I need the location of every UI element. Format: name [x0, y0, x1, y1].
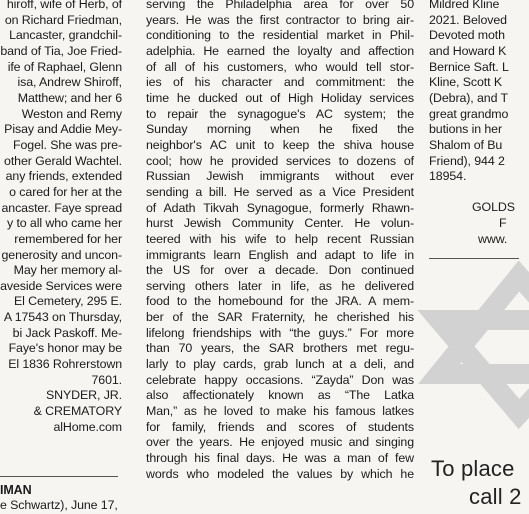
body-text-line: of all of his customers, who would tell stor-	[146, 59, 414, 74]
left-text-line: remembered for her	[14, 231, 122, 246]
left-text-line: SNYDER, JR.	[45, 388, 122, 403]
left-text-line: El Cemetery, 295 E.	[13, 294, 122, 309]
body-text-line: ies of his character and commitment: the	[146, 75, 414, 90]
middle-obituary-text	[146, 0, 414, 482]
body-text-line: ber of the SAR Fraternity, he cherished his	[146, 310, 414, 325]
body-text-line: Russian Jewish immigrants without ever	[146, 169, 414, 184]
ad-divider	[429, 258, 519, 259]
right-text-line: Friend), 944 2	[429, 153, 505, 168]
right-text-line: Kline, Scott K	[429, 75, 502, 90]
body-text-line: cool; how he provided services to dozens of	[146, 153, 414, 168]
body-text-line: serving others later in life, as he delivered	[146, 278, 414, 293]
body-text-line: adelphia. He earned the loyalty and affection	[146, 43, 414, 58]
funeral-home-line: F	[499, 216, 507, 230]
right-text-line: butions in her	[429, 122, 502, 137]
body-text-line: through his final days. He was a man of few	[146, 451, 414, 466]
body-text-line: words who modeled the values by which he	[146, 466, 414, 481]
right-text-line: 18954.	[429, 169, 467, 184]
body-text-line: neighbor's AC unit to keep the shiva house	[146, 137, 414, 152]
body-text-line: conditioning to the residential market in Phil-	[146, 28, 414, 43]
left-text-line: A 17543 on Thursday,	[3, 310, 122, 325]
body-text-line: the US for over a decade. Don continued	[146, 263, 414, 278]
body-text-line: larly to play cards, grab lunch at a deli, and	[146, 357, 414, 372]
body-text-line: for family, friends and scores of students	[146, 419, 414, 434]
body-text-line: sending a bill. He served as a Vice President	[146, 184, 414, 199]
left-text-line: o cared for her at the	[9, 184, 122, 199]
funeral-home-name: GOLDS	[472, 200, 515, 214]
right-text-line: Shalom of Bu	[429, 137, 503, 152]
right-text-line: great grandmo	[429, 106, 509, 121]
left-text-line: 7601.	[91, 372, 122, 387]
left-text-line: alHome.com	[53, 419, 122, 434]
left-text-line: any friends, extended	[5, 169, 122, 184]
star-of-david-icon	[429, 270, 529, 470]
left-text-line: hiroff, wife of Herb, of	[6, 0, 122, 11]
next-obituary-first-line: e Schwartz), June 17,	[0, 498, 118, 512]
left-text-line: on Richard Friedman,	[4, 12, 122, 27]
left-text-line: ife of Raphael, Glenn	[7, 59, 122, 74]
left-text-line: Matthew; and her 6	[17, 90, 122, 105]
left-text-line: Pisay and Addie Mey-	[4, 122, 122, 137]
body-text-line: than 70 years, the SAR brothers met regu-	[146, 341, 414, 356]
left-text-line: generosity and uncon-	[1, 247, 122, 262]
right-text-line: Bernice Saft. L	[429, 59, 509, 74]
left-text-line: El 1836 Rohrerstown	[8, 357, 122, 372]
left-text-line: ancaster. Faye spread	[1, 200, 122, 215]
body-text-line: hurst Jewish Community Center. He volun-	[146, 216, 414, 231]
body-text-line: teered with his wife to help recent Russian	[146, 231, 414, 246]
left-text-line: y to all who came her	[7, 216, 122, 231]
body-text-line: years. He was the first contractor to bring air-	[146, 12, 414, 27]
right-text-line: (Debra), and T	[429, 90, 508, 105]
body-text-line: Man,” as he loved to make his famous latkes	[146, 404, 414, 419]
left-text-line: other Gerald Wachtel.	[4, 153, 122, 168]
left-text-line: Lancaster, grandchil-	[9, 28, 122, 43]
body-text-line: immigrants learn English and adapt to life in	[146, 247, 414, 262]
body-text-line: to repair the synagogue's AC system; the	[146, 106, 414, 121]
right-text-line: and Howard K	[429, 43, 507, 58]
left-text-line: & CREMATORY	[33, 404, 122, 419]
right-text-line: 2021. Beloved	[429, 12, 507, 27]
middle-obituary-column	[146, 0, 414, 512]
left-text-line: Faye's honor may be	[8, 341, 122, 356]
left-text-line: bi Jack Paskoff. Me-	[12, 325, 122, 340]
left-text-line: Weston and Remy	[21, 106, 122, 121]
body-text-line: serving the Philadelphia area for over 50	[146, 0, 414, 11]
right-obituary-column	[429, 0, 529, 512]
left-text-line: isa, Andrew Shiroff,	[17, 75, 122, 90]
right-obituary-text	[429, 0, 529, 185]
funeral-home-website: www.	[478, 232, 508, 246]
next-obituary-heading: IMAN	[0, 483, 32, 497]
left-text-line: band of Tia, Joe Fried-	[0, 43, 122, 58]
body-text-line: lifelong friendships with “the guys.” For more	[146, 325, 414, 340]
left-obituary-text	[0, 0, 122, 435]
body-text-line: of Adath Tikvah Synagogue, formerly Rhawn-	[146, 200, 414, 215]
body-text-line: also affectionately known as “The Latka	[146, 388, 414, 403]
left-text-line: May her memory al-	[13, 263, 122, 278]
ad-phone-line: call 2	[469, 484, 522, 509]
ad-headline: To place	[431, 456, 515, 481]
obituary-divider	[0, 476, 118, 477]
body-text-line: celebrate happy occasions. “Zayda” Don was	[146, 372, 414, 387]
right-text-line: Mildred Kline	[429, 0, 500, 11]
body-text-line: time he ducked out of High Holiday services	[146, 90, 414, 105]
right-text-line: Devoted moth	[429, 28, 505, 43]
body-text-line: food to the homebound for the JRA. A mem-	[146, 294, 414, 309]
body-text-line: Sunday morning when he fixed the	[146, 122, 414, 137]
left-text-line: Fogel. She was pre-	[13, 137, 122, 152]
left-text-line: aveside Services were	[0, 278, 122, 293]
left-obituary-column	[0, 0, 122, 512]
body-text-line: over the years. He enjoyed music and singing	[146, 435, 414, 450]
